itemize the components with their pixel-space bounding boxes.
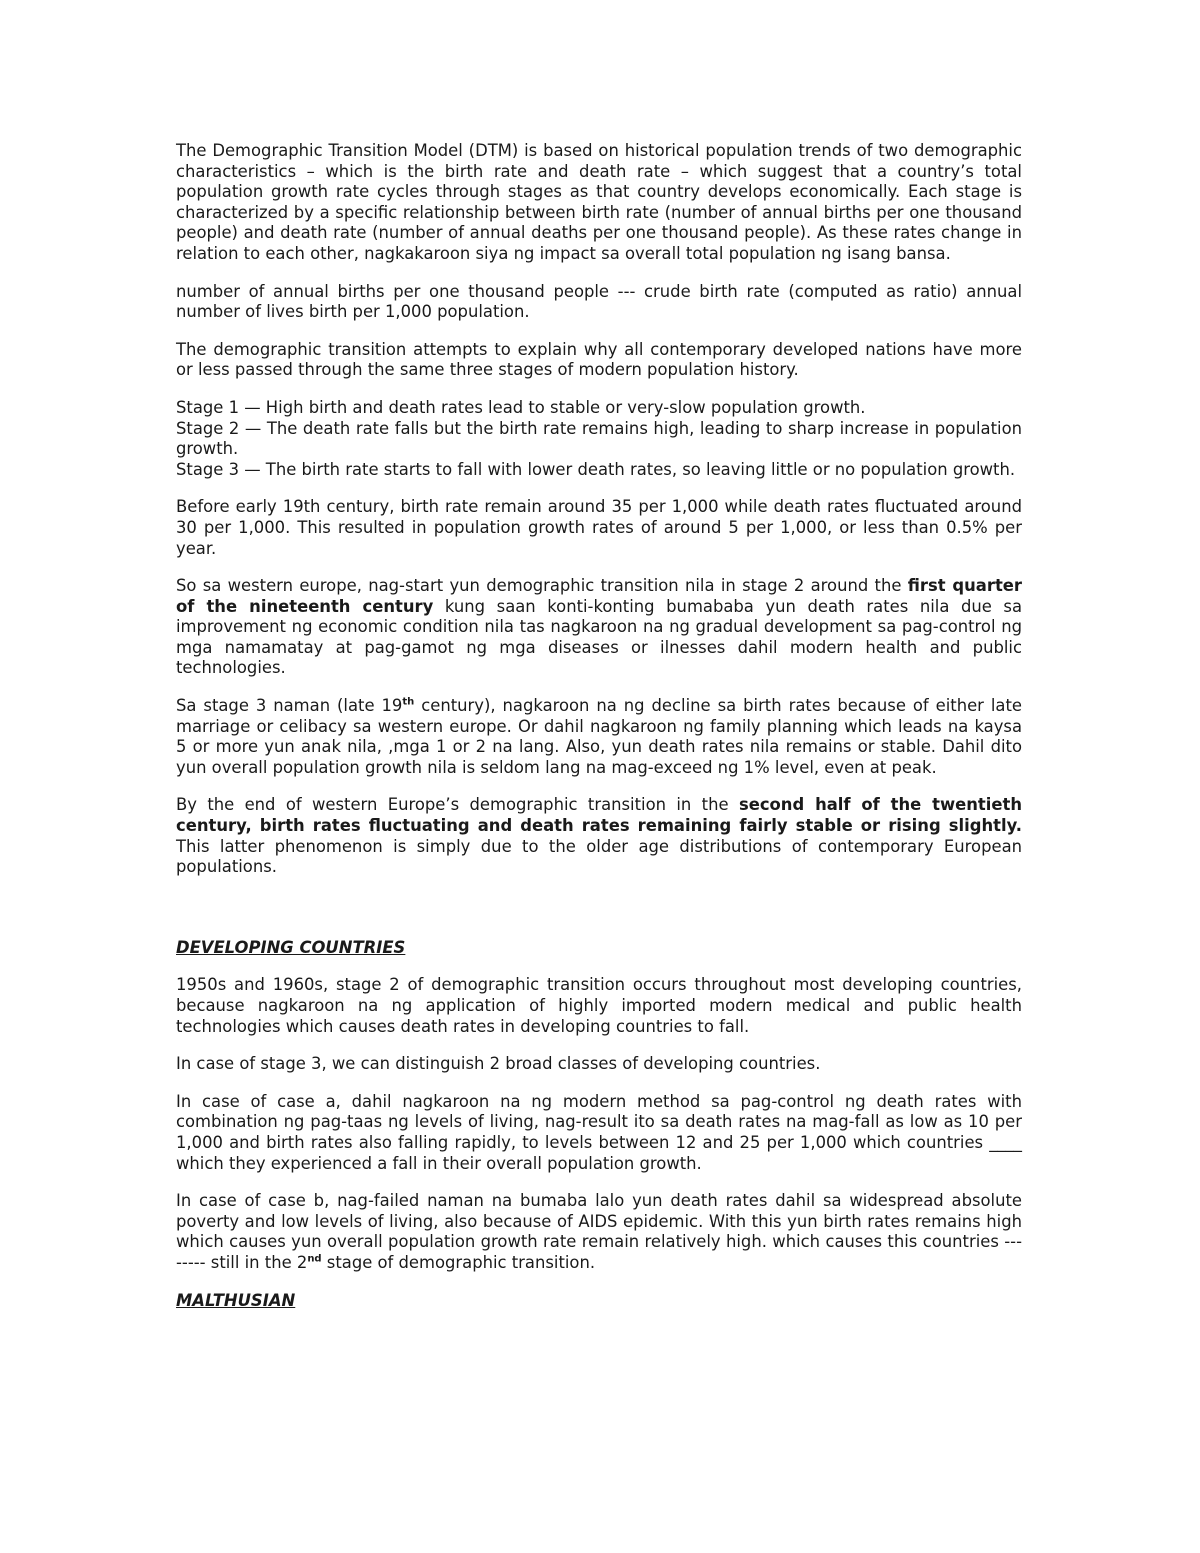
developing-paragraph-4 [176, 1191, 1022, 1273]
stage-3-paragraph [176, 696, 1022, 778]
western-europe-bold: first quarter of the nineteenth century [176, 576, 1022, 616]
developing-countries-heading: DEVELOPING COUNTRIES [176, 937, 406, 957]
western-europe-text-pre: So sa western europe, nag-start yun demographic transition nila in stage 2 around the [176, 576, 908, 596]
stage-3-text-post: century), nagkaroon na ng decline sa birth rates because of either late marriage or celibacy sa western europe. Or dahil nagkaroon ng family planning which leads na kaysa 5 or more yun anak nila, ,mga 1 or 2 na lang. Also, yun death rates nila remains or stable. Dahil dito yun overall population growth nila is seldom lang na mag-exceed ng 1% level, even at peak. [176, 696, 1022, 777]
end-transition-bold: second half of the twentieth century, birth rates fluctuating and death rates remaining fairly stable or rising slightly. [176, 795, 1022, 836]
end-transition-text-post: This latter phenomenon is simply due to the older age distributions of contemporary European populations. [176, 836, 1022, 877]
stage-2-line: Stage 2 — The death rate falls but the birth rate remains high, leading to sharp increase in population growth. [176, 418, 1022, 459]
developing-paragraph-2: In case of stage 3, we can distinguish 2 broad classes of developing countries. [176, 1054, 821, 1074]
stage-3-text-pre: Sa stage 3 naman (late 19 [176, 696, 403, 716]
developing-paragraph-3: In case of case a, dahil nagkaroon na ng modern method sa pag-control ng death rates with combination ng pag-taas ng levels of living, nag-result ito sa death rates na mag-fall as low as 10 per 1,000 and birth rates also falling rapidly, to levels between 12 and 25 per 1,000 which countries ____ which they experienced a fall in their overall population growth. [176, 1091, 1022, 1173]
western-europe-paragraph [176, 576, 1022, 679]
crude-birth-rate-paragraph: number of annual births per one thousand people --- crude birth rate (computed as ratio) annual number of lives birth per 1,000 population. [176, 281, 1022, 322]
before-19th-paragraph: Before early 19th century, birth rate remain around 35 per 1,000 while death rates fluctuated around 30 per 1,000. This resulted in population growth rates of around 5 per 1,000, or less than 0.5% per year. [176, 497, 1022, 558]
intro-paragraph: The Demographic Transition Model (DTM) is based on historical population trends of two demographic characteristics – which is the birth rate and death rate – which suggest that a country’s total population growth rate cycles through stages as that country develops economically. Each stage is characterized by a specific relationship between birth rate (number of annual births per one thousand people) and death rate (number of annual deaths per one thousand people). As these rates change in relation to each other, nagkakaroon siya ng impact sa overall total population ng isang bansa. [176, 141, 1022, 263]
developing-p4-text-pre: In case of case b, nag-failed naman na bumaba lalo yun death rates dahil sa widespread absolute poverty and low levels of living, also because of AIDS epidemic. With this yun birth rates remains high which causes yun overall population growth rate remain relatively high. which causes this countries -------- still in the 2 [176, 1191, 1022, 1272]
malthusian-heading: MALTHUSIAN [176, 1290, 296, 1310]
developing-p4-text-post: stage of demographic transition. [321, 1252, 596, 1272]
developing-p4-superscript: nd [307, 1253, 322, 1265]
end-transition-text-pre: By the end of western Europe’s demographic transition in the [176, 795, 739, 815]
transition-explain-paragraph: The demographic transition attempts to explain why all contemporary developed nations have more or less passed through the same three stages of modern population history. [176, 339, 1022, 380]
end-transition-paragraph [176, 795, 1022, 877]
stage-3-line: Stage 3 — The birth rate starts to fall with lower death rates, so leaving little or no population growth. [176, 459, 1016, 479]
document-page [176, 141, 1022, 1311]
stage-1-line: Stage 1 — High birth and death rates lead to stable or very-slow population growth. [176, 397, 866, 417]
developing-paragraph-1: 1950s and 1960s, stage 2 of demographic transition occurs throughout most developing countries, because nagkaroon na ng application of highly imported modern medical and public health technologies which causes death rates in developing countries to fall. [176, 975, 1022, 1036]
stage-3-superscript: th [402, 696, 415, 708]
western-europe-text-post: kung saan konti-konting bumababa yun death rates nila due sa improvement ng economic condition nila tas nagkaroon na ng gradual development sa pag-control ng mga namamatay at pag-gamot ng mga diseases or ilnesses dahil modern health and public technologies. [176, 596, 1022, 678]
